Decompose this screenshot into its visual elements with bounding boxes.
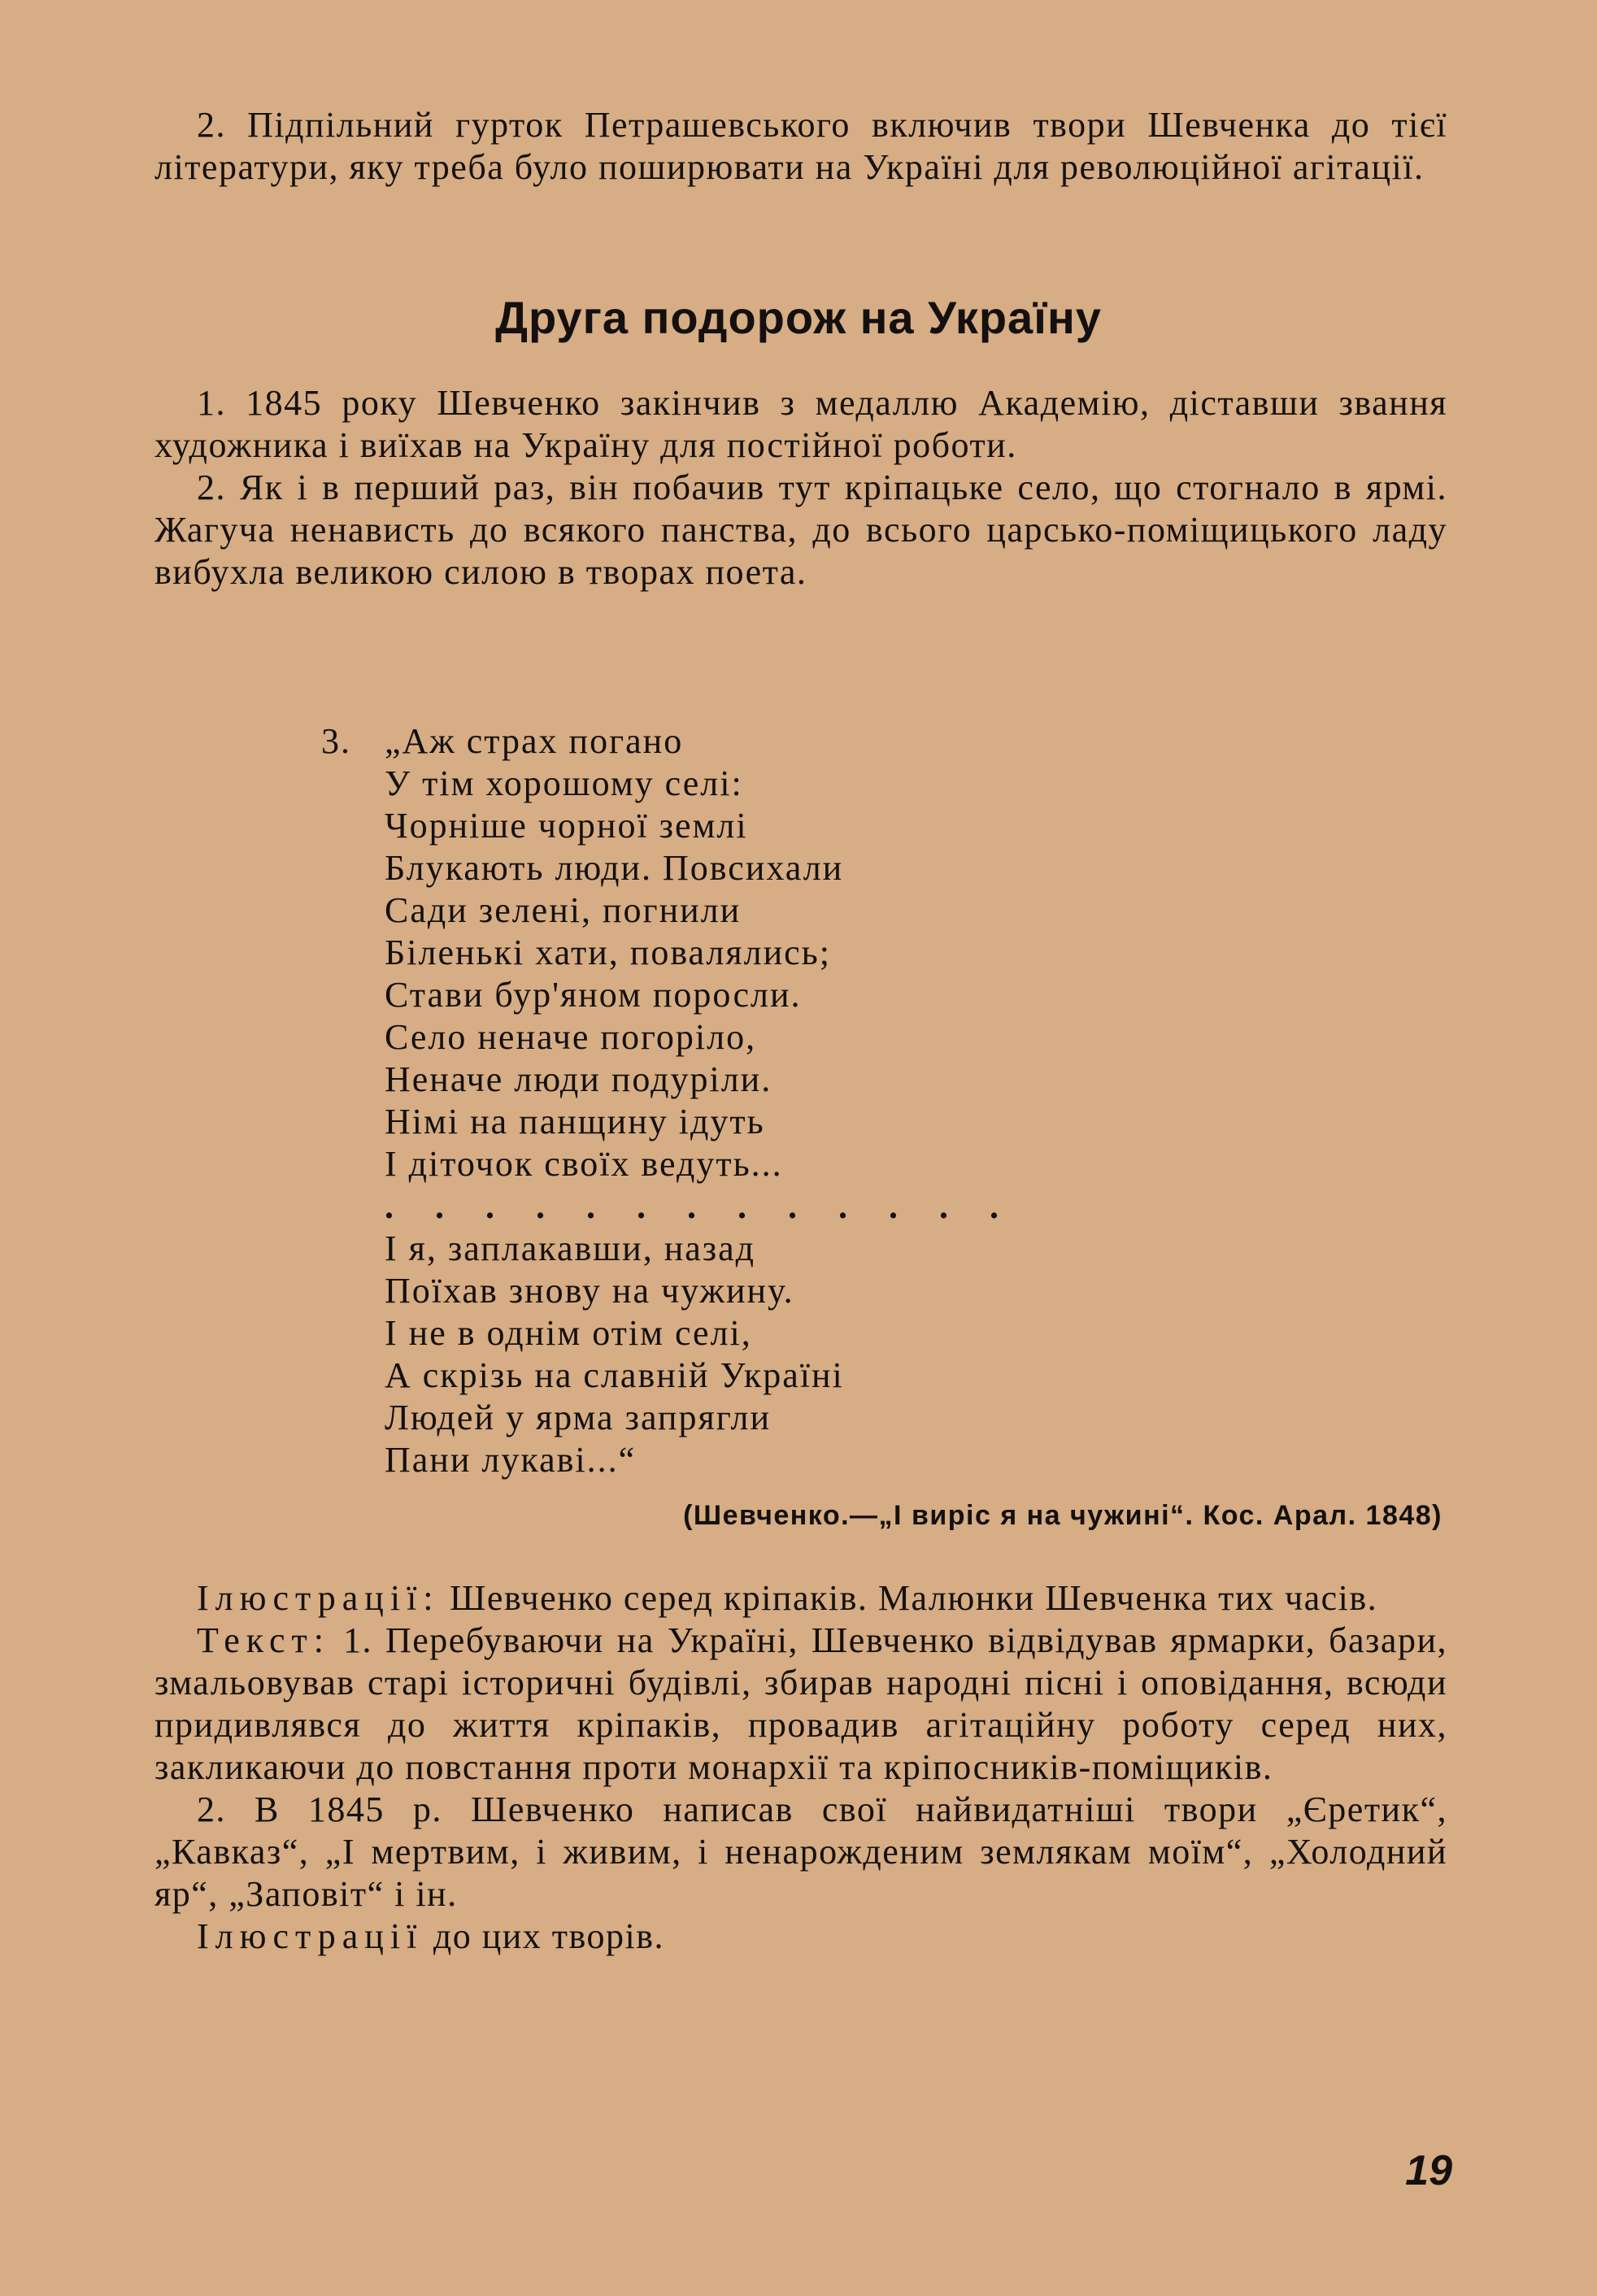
intro-section xyxy=(154,104,1447,189)
closing-text: до цих творів. xyxy=(423,1916,664,1956)
poem-line: Блукають люди. Повсихали xyxy=(385,848,844,888)
poem-line: Стави бур'яном поросли. xyxy=(385,975,802,1015)
poem-line: Біленькі хати, повалялись; xyxy=(385,933,831,972)
poem-line: Людей у ярма запрягли xyxy=(385,1398,772,1437)
poem-citation: (Шевченко.—„І виріс я на чужині“. Кос. Арал. 1848) xyxy=(683,1500,1443,1531)
section-body xyxy=(154,382,1447,594)
poem-line: І не в однім отім селі, xyxy=(385,1313,752,1353)
section-title: Друга подорож на Україну xyxy=(495,292,1102,343)
poem-line: „Аж страх погано xyxy=(385,721,684,761)
poem-line: У тім хорошому селі: xyxy=(385,763,743,803)
text-note-1 xyxy=(154,1620,1447,1789)
poem-ellipsis-row: . . . . . . . . . . . . . xyxy=(385,1186,1015,1226)
poem-line: Поїхав знову на чужину. xyxy=(385,1271,794,1311)
poem-number: 3. xyxy=(321,721,351,761)
closing-label: Ілюстрації xyxy=(197,1916,424,1956)
section-paragraph-2: 2. Як і в перший раз, він побачив тут кріпацьке село, що стогнало в ярмі. Жагуча ненависть до всякого панства, до всього царсько-поміщицького ладу вибухла великою силою в творах поета. xyxy=(154,467,1447,592)
illustrations-label: Ілюстрації: xyxy=(197,1578,440,1618)
text-label: Текст: xyxy=(197,1620,330,1660)
poem-line: А скрізь на славній Україні xyxy=(385,1355,844,1395)
poem-lines xyxy=(385,720,1116,1481)
page-number: 19 xyxy=(1405,2147,1452,2194)
closing-note xyxy=(154,1916,1447,1958)
notes-section xyxy=(154,1577,1447,1958)
poem-line: І я, заплакавши, назад xyxy=(385,1228,756,1268)
poem-line: Неначе люди подуріли. xyxy=(385,1059,772,1099)
poem-line: Сади зелені, погнили xyxy=(385,890,742,930)
section-paragraph-1: 1. 1845 року Шевченко закінчив з медаллю Академію, діставши звання художника і виїхав на Україну для постійної роботи. xyxy=(154,383,1447,465)
poem-line: Німі на панщину ідуть xyxy=(385,1102,765,1141)
intro-paragraph: 2. Підпільний гурток Петрашевського включив твори Шевченка до тієї літератури, яку треба було поширювати на Україні для революційної агітації. xyxy=(154,105,1447,187)
poem-line: Пани лукаві...“ xyxy=(385,1440,637,1480)
poem-line: Село неначе погоріло, xyxy=(385,1017,757,1057)
illustrations-note xyxy=(154,1577,1447,1620)
poem-line: Чорніше чорної землі xyxy=(385,806,748,846)
illustrations-text: Шевченко серед кріпаків. Малюнки Шевченка тих часів. xyxy=(439,1578,1378,1618)
poem-line: І діточок своїх ведуть... xyxy=(385,1144,783,1184)
text-item-1: 1. Перебуваючи на Україні, Шевченко відвідував ярмарки, базари, змальовував старі історичні будівлі, збирав народні пісні і оповідання, всюди придивлявся до життя кріпаків, провадив агітаційну роботу серед них, закликаючи до повстання проти монархії та кріпосників-поміщиків. xyxy=(154,1620,1447,1787)
text-item-2: 2. В 1845 р. Шевченко написав свої найвидатніші твори „Єретик“, „Кавказ“, „І мертвим, і живим, і ненарожденим землякам моїм“, „Холодний яр“, „Заповіт“ і ін. xyxy=(154,1789,1447,1914)
